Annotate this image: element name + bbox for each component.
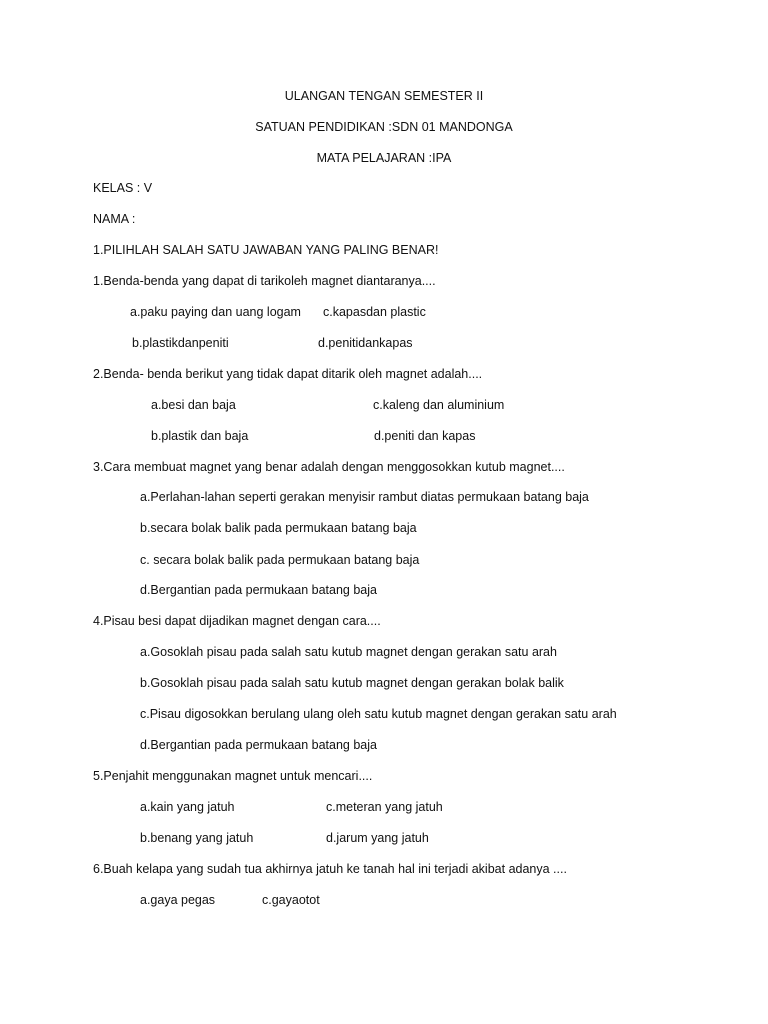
school-line: SATUAN PENDIDIKAN :SDN 01 MANDONGA xyxy=(255,120,513,134)
q5-option-a: a.kain yang jatuh xyxy=(140,800,235,814)
class-line: KELAS : V xyxy=(93,181,153,195)
q3-option-b: b.secara bolak balik pada permukaan batang baja xyxy=(140,521,417,535)
subject-line: MATA PELAJARAN :IPA xyxy=(316,151,452,165)
exam-title: ULANGAN TENGAN SEMESTER II xyxy=(284,89,484,103)
question-4: 4.Pisau besi dapat dijadikan magnet dengan cara.... xyxy=(93,614,381,628)
q1-option-b: b.plastikdanpeniti xyxy=(132,336,229,350)
q2-option-d: d.peniti dan kapas xyxy=(374,429,476,443)
name-line: NAMA : xyxy=(93,212,136,226)
q3-option-a: a.Perlahan-lahan seperti gerakan menyisir rambut diatas permukaan batang baja xyxy=(140,490,589,504)
q1-option-d: d.penitidankapas xyxy=(318,336,413,350)
q3-option-c: c. secara bolak balik pada permukaan batang baja xyxy=(140,553,420,567)
q4-option-a: a.Gosoklah pisau pada salah satu kutub magnet dengan gerakan satu arah xyxy=(140,645,557,659)
q2-option-c: c.kaleng dan aluminium xyxy=(373,398,505,412)
q5-option-b: b.benang yang jatuh xyxy=(140,831,254,845)
question-1: 1.Benda-benda yang dapat di tarikoleh magnet diantaranya.... xyxy=(93,274,436,288)
section-instruction: 1.PILIHLAH SALAH SATU JAWABAN YANG PALING BENAR! xyxy=(93,243,439,257)
q6-option-c: c.gayaotot xyxy=(262,893,320,907)
q2-option-a: a.besi dan baja xyxy=(151,398,236,412)
q5-option-d: d.jarum yang jatuh xyxy=(326,831,429,845)
question-5: 5.Penjahit menggunakan magnet untuk mencari.... xyxy=(93,769,373,783)
q2-option-b: b.plastik dan baja xyxy=(151,429,249,443)
question-2: 2.Benda- benda berikut yang tidak dapat ditarik oleh magnet adalah.... xyxy=(93,367,483,381)
question-3: 3.Cara membuat magnet yang benar adalah dengan menggosokkan kutub magnet.... xyxy=(93,460,565,474)
q1-option-a: a.paku paying dan uang logam xyxy=(130,305,301,319)
question-6: 6.Buah kelapa yang sudah tua akhirnya jatuh ke tanah hal ini terjadi akibat adanya .... xyxy=(93,862,567,876)
q4-option-d: d.Bergantian pada permukaan batang baja xyxy=(140,738,377,752)
q3-option-d: d.Bergantian pada permukaan batang baja xyxy=(140,583,377,597)
q1-option-c: c.kapasdan plastic xyxy=(323,305,426,319)
q4-option-c: c.Pisau digosokkan berulang ulang oleh satu kutub magnet dengan gerakan satu arah xyxy=(140,707,617,721)
q4-option-b: b.Gosoklah pisau pada salah satu kutub magnet dengan gerakan bolak balik xyxy=(140,676,564,690)
q5-option-c: c.meteran yang jatuh xyxy=(326,800,443,814)
q6-option-a: a.gaya pegas xyxy=(140,893,216,907)
